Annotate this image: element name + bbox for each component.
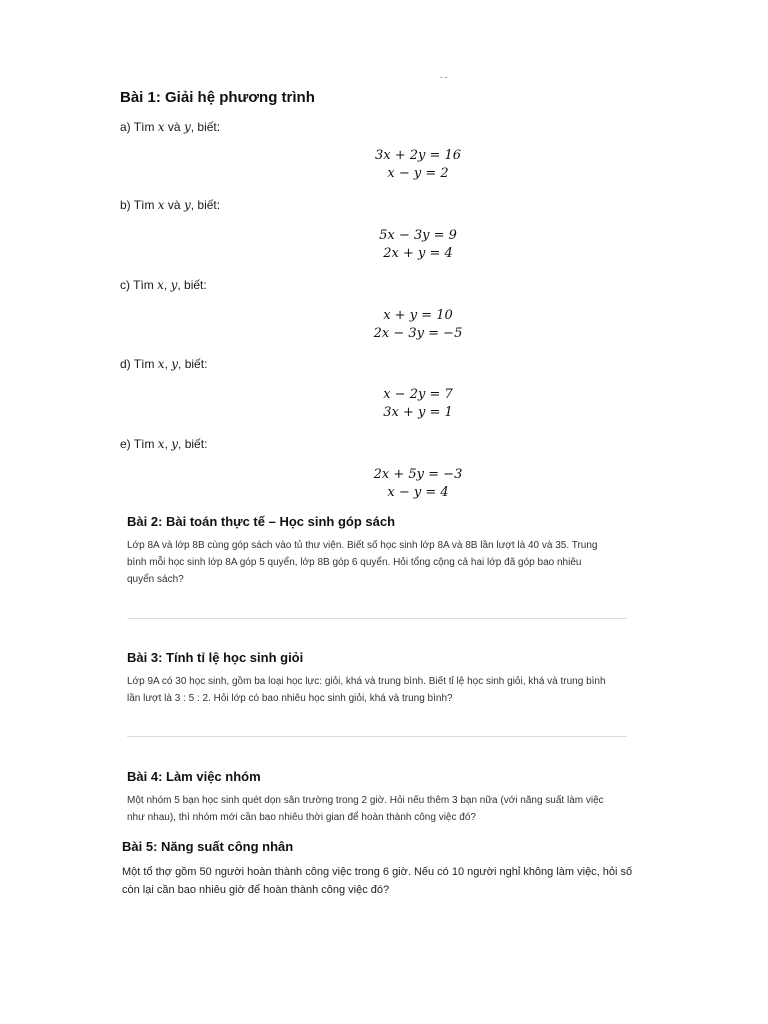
bai1-equation-e1: 2x + 5y = −3 [373, 467, 463, 482]
bai1-equation-a1: 3x + 2y = 16 [374, 148, 462, 163]
bai2-line-1: Lớp 8A và lớp 8B cùng góp sách vào tủ thư viện. Biết số học sinh lớp 8A và 8B lần lượt là 40 và 35. Trung [127, 540, 598, 551]
bai2-title: Bài 2: Bài toán thực tế – Học sinh góp sách [127, 514, 396, 529]
bai3-title: Bài 3: Tính tỉ lệ học sinh giỏi [127, 650, 304, 665]
divider-2 [127, 736, 627, 737]
bai4-line-1: Một nhóm 5 bạn học sinh quét dọn sân trường trong 2 giờ. Hỏi nếu thêm 3 bạn nữa (với năng suất làm việc [127, 795, 604, 806]
bai1-question-c: c) Tìm x, y, biết: [120, 278, 207, 292]
bai3-line-1: Lớp 9A có 30 học sinh, gồm ba loại học lực: giỏi, khá và trung bình. Biết tỉ lệ học sinh giỏi, khá và trung bình [127, 676, 606, 687]
bai1-question-b: b) Tìm x và y, biết: [120, 198, 221, 212]
bai2-line-3: quyển sách? [127, 574, 184, 585]
bai1-question-e: e) Tìm x, y, biết: [120, 437, 208, 451]
bai5-title: Bài 5: Năng suất công nhân [122, 839, 294, 854]
bai1-equation-e2: x − y = 4 [387, 485, 449, 500]
bai5-line-1: Một tổ thợ gồm 50 người hoàn thành công việc trong 6 giờ. Nếu có 10 người nghỉ không làm việc, hỏi số [122, 866, 633, 878]
bai3-body [127, 673, 627, 707]
bai1-equation-b2: 2x + y = 4 [383, 246, 453, 261]
bai1-equation-b1: 5x − 3y = 9 [379, 228, 457, 243]
bai4-title: Bài 4: Làm việc nhóm [127, 769, 261, 784]
bai1-question-d: d) Tìm x, y, biết: [120, 357, 208, 371]
bai3-line-2: lần lượt là 3 : 5 : 2. Hỏi lớp có bao nhiêu học sinh giỏi, khá và trung bình? [127, 693, 453, 704]
divider-1 [127, 618, 627, 619]
bai4-line-2: như nhau), thì nhóm mới cần bao nhiêu thời gian để hoàn thành công việc đó? [127, 812, 476, 823]
bai1-equation-d2: 3x + y = 1 [383, 405, 453, 420]
bai1-equation-c1: x + y = 10 [383, 308, 453, 323]
bai1-title: Bài 1: Giải hệ phương trình [120, 89, 315, 106]
bai2-line-2: bình mỗi học sinh lớp 8A góp 5 quyển, lớp 8B góp 6 quyển. Hỏi tổng cộng cả hai lớp đã góp bao nhiêu [127, 557, 582, 568]
bai1-question-a: a) Tìm x và y, biết: [120, 120, 221, 134]
bai5-body [122, 863, 642, 899]
bai5-line-2: còn lại cần bao nhiêu giờ để hoàn thành công việc đó? [122, 884, 390, 896]
bai1-equation-a2: x − y = 2 [387, 166, 449, 181]
bai1-equation-c2: 2x − 3y = −5 [373, 326, 463, 341]
bai1-equation-d1: x − 2y = 7 [383, 387, 453, 402]
bai4-body [127, 792, 627, 826]
bai2-body [127, 537, 627, 588]
top-mark: ˇ ˇ [440, 76, 448, 85]
